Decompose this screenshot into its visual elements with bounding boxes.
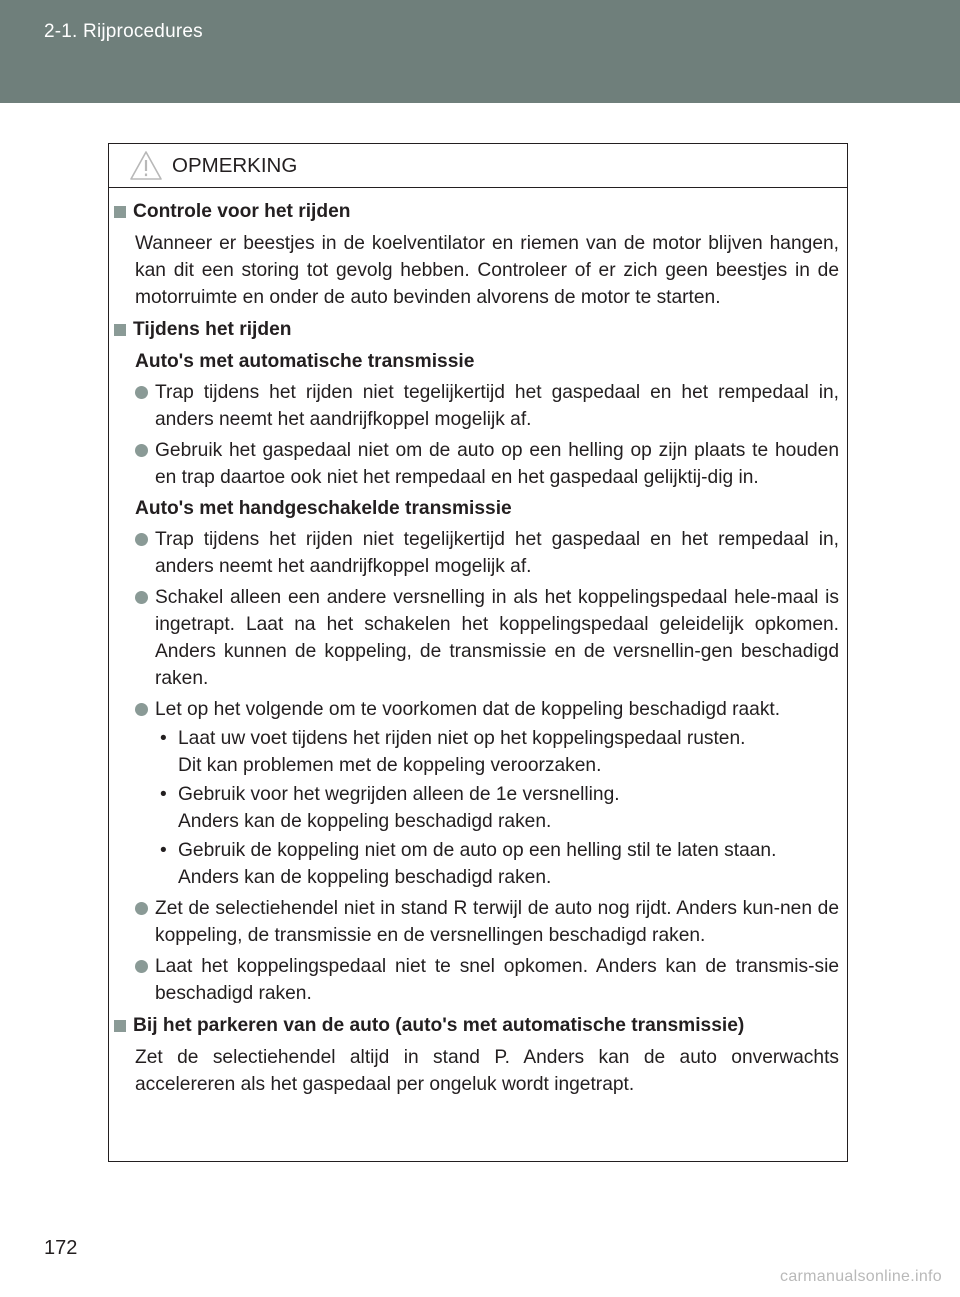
circle-bullet-icon bbox=[135, 444, 148, 457]
section-heading: Controle voor het rijden bbox=[133, 201, 351, 222]
circle-bullet-icon bbox=[135, 533, 148, 546]
dash-line: Anders kan de koppeling beschadigd raken. bbox=[178, 867, 552, 888]
square-marker-icon bbox=[114, 324, 126, 336]
section-parkeren bbox=[114, 1011, 839, 1098]
bullet-text: Zet de selectiehendel niet in stand R terwijl de auto nog rijdt. Anders kun-nen de koppeling, de transmissie en de versnellingen beschadigd raken. bbox=[155, 898, 839, 946]
square-marker-icon bbox=[114, 1020, 126, 1032]
bullet-text: Gebruik het gaspedaal niet om de auto op een helling op zijn plaats te houden en trap daartoe ook niet het rempedaal en het gaspedaal gelijktij-dig in. bbox=[155, 440, 839, 488]
bullet-text: Trap tijdens het rijden niet tegelijkertijd het gaspedaal en het rempedaal in, anders neemt het aandrijfkoppel mogelijk af. bbox=[155, 529, 839, 577]
notice-title: OPMERKING bbox=[172, 154, 298, 177]
circle-bullet-icon bbox=[135, 591, 148, 604]
square-marker-icon bbox=[114, 206, 126, 218]
section-paragraph: Wanneer er beestjes in de koelventilator en riemen van de motor blijven hangen, kan dit een storing tot gevolg hebben. Controleer of er zich geen beestjes in de motorruimte en onder de auto bevinden alvorens de motor te starten. bbox=[135, 233, 839, 308]
bullet-text: Trap tijdens het rijden niet tegelijkertijd het gaspedaal en het rempedaal in, anders neemt het aandrijfkoppel mogelijk af. bbox=[155, 382, 839, 430]
subheading-automatic: Auto's met automatische transmissie bbox=[135, 351, 475, 372]
section-title: 2-1. Rijprocedures bbox=[44, 21, 203, 42]
warning-triangle-icon bbox=[129, 150, 163, 181]
bullet-text: Let op het volgende om te voorkomen dat de koppeling beschadigd raakt. bbox=[155, 699, 781, 720]
notice-box bbox=[108, 143, 848, 1162]
circle-bullet-icon bbox=[135, 960, 148, 973]
circle-bullet-icon bbox=[135, 703, 148, 716]
section-tijdens-rijden bbox=[114, 315, 839, 1007]
section-heading: Bij het parkeren van de auto (auto's met automatische transmissie) bbox=[133, 1015, 745, 1036]
section-controle bbox=[114, 197, 839, 311]
dash-item: • Gebruik de koppeling niet om de auto op een helling stil te laten staan. Anders kan de koppeling beschadigd raken. bbox=[160, 840, 777, 888]
header-bar bbox=[0, 0, 960, 103]
bullet-text: Schakel alleen een andere versnelling in als het koppelingspedaal hele-maal is ingetrapt. Laat na het schakelen het koppelingspedaal geleidelijk opkomen. Anders kunnen de koppeling, de transmissie en de versnellin-gen beschadigd raken. bbox=[155, 587, 839, 689]
circle-bullet-icon bbox=[135, 386, 148, 399]
subheading-manual: Auto's met handgeschakelde transmissie bbox=[135, 498, 512, 519]
notice-header bbox=[109, 144, 847, 188]
list-item bbox=[135, 953, 839, 1007]
list-item bbox=[135, 437, 839, 491]
dash-item: • Gebruik voor het wegrijden alleen de 1e versnelling. Anders kan de koppeling beschadigd raken. bbox=[160, 784, 620, 832]
section-heading: Tijdens het rijden bbox=[133, 319, 292, 340]
dash-line: Gebruik voor het wegrijden alleen de 1e versnelling. bbox=[178, 784, 620, 805]
list-item bbox=[135, 584, 839, 692]
list-item bbox=[135, 895, 839, 949]
section-paragraph: Zet de selectiehendel altijd in stand P. Anders kan de auto onverwachts accelereren als het gaspedaal per ongeluk wordt ingetrapt. bbox=[135, 1047, 839, 1095]
list-item bbox=[135, 696, 839, 723]
circle-bullet-icon bbox=[135, 902, 148, 915]
dash-line: Anders kan de koppeling beschadigd raken. bbox=[178, 811, 552, 832]
watermark: carmanualsonline.info bbox=[780, 1268, 942, 1285]
notice-body bbox=[109, 188, 847, 1161]
list-item bbox=[135, 526, 839, 580]
dash-line: Gebruik de koppeling niet om de auto op een helling stil te laten staan. bbox=[178, 840, 777, 861]
list-item bbox=[135, 379, 839, 433]
dash-line: Laat uw voet tijdens het rijden niet op het koppelingspedaal rusten. bbox=[178, 728, 746, 749]
dash-line: Dit kan problemen met de koppeling veroorzaken. bbox=[178, 755, 602, 776]
dash-item: • Laat uw voet tijdens het rijden niet op het koppelingspedaal rusten. Dit kan problemen met de koppeling veroorzaken. bbox=[160, 728, 746, 776]
page-number: 172 bbox=[44, 1237, 78, 1259]
bullet-text: Laat het koppelingspedaal niet te snel opkomen. Anders kan de transmis-sie beschadigd raken. bbox=[155, 956, 839, 1004]
